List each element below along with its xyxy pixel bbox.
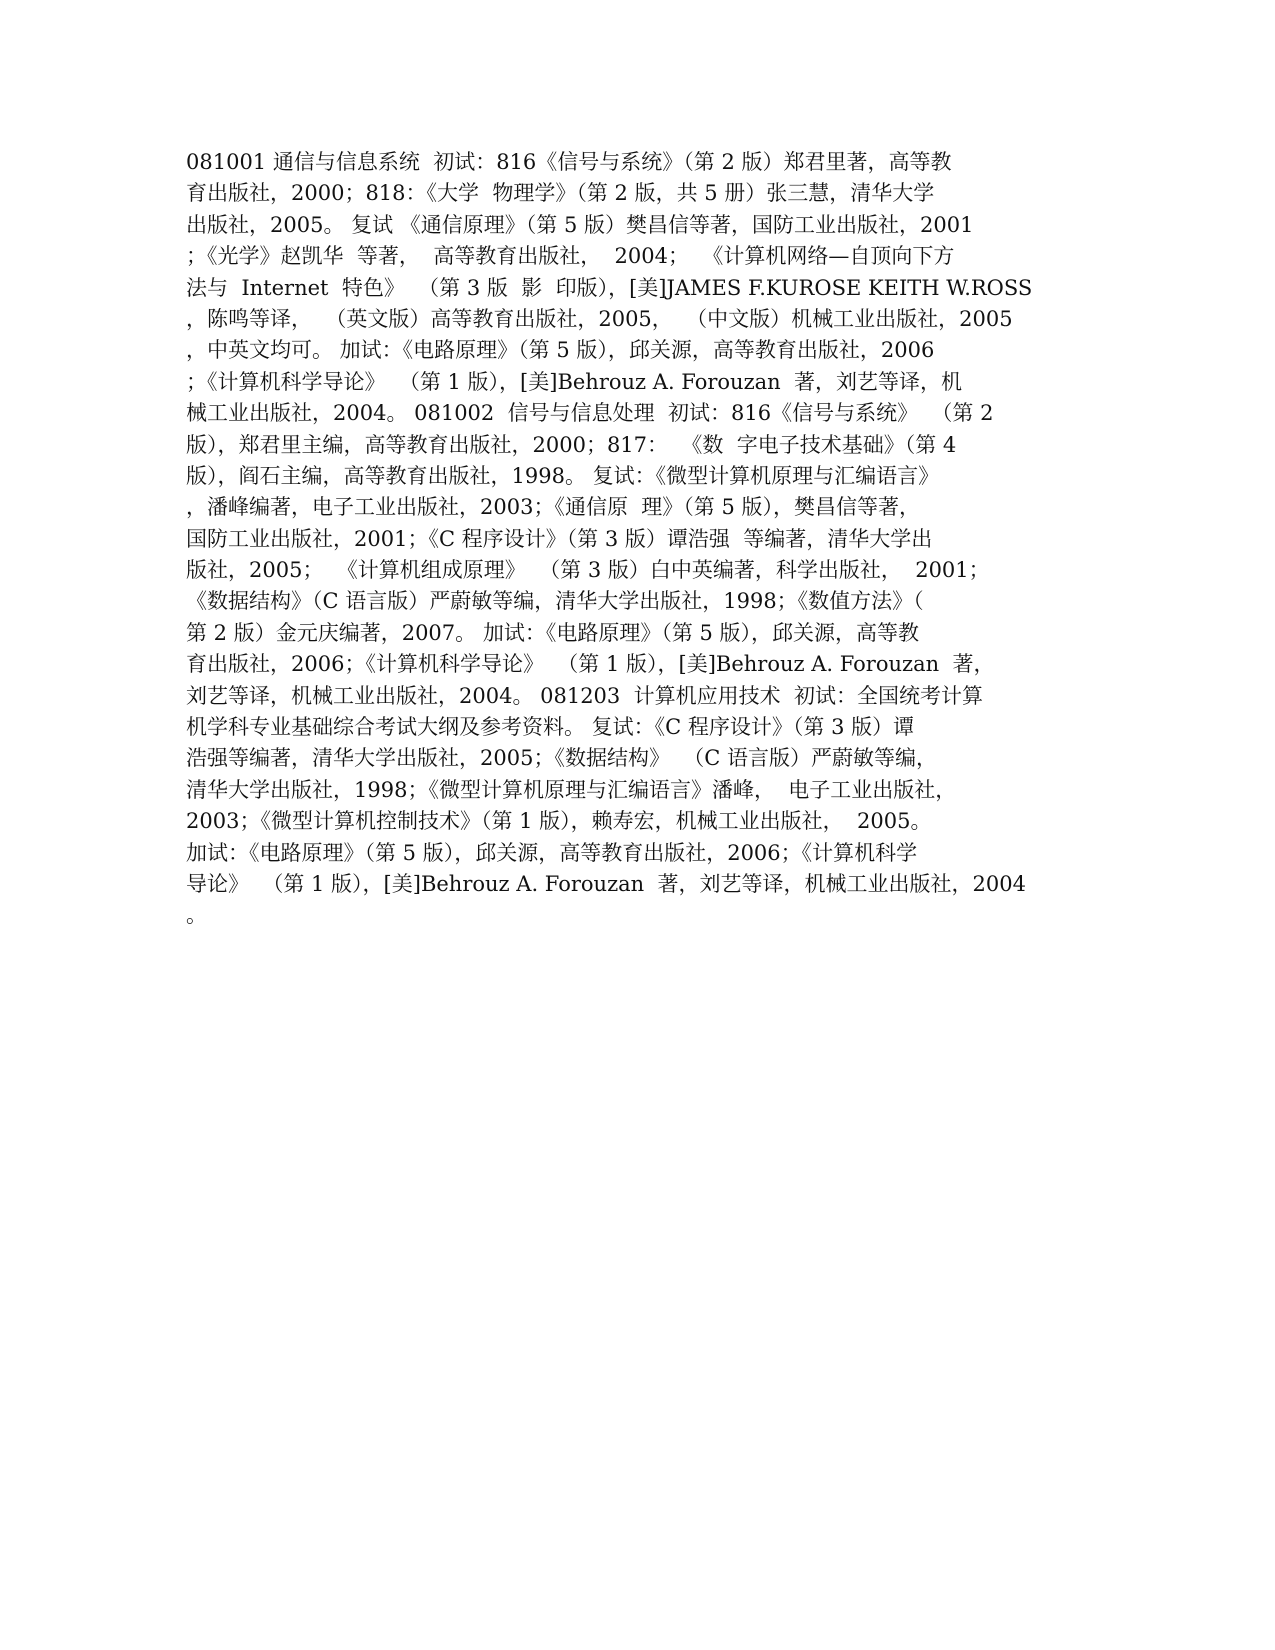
text-line: 清华大学出版社，1998；《微型计算机原理与汇编语言》潘峰， 电子工业出版社， — [186, 777, 957, 802]
text-line: 版社，2005； 《计算机组成原理》 （第 3 版）白中英编著，科学出版社， 2001； — [186, 558, 990, 583]
text-line: 刘艺等译，机械工业出版社，2004。 081203 计算机应用技术 初试：全国统考计算 — [186, 683, 983, 708]
text-line: 。 — [186, 903, 207, 928]
text-line: 育出版社，2006；《计算机科学导论》 （第 1 版），[美]Behrouz A. Forouzan 著， — [186, 652, 995, 677]
text-line: ，陈鸣等译， （英文版）高等教育出版社，2005， （中文版）机械工业出版社，2005 — [186, 306, 1013, 331]
text-line: 法与 Internet 特色》 （第 3 版 影 印版），[美]JAMES F.KUROSE KEITH W.ROSS — [186, 275, 1033, 300]
text-line: ；《计算机科学导论》 （第 1 版），[美]Behrouz A. Forouzan 著，刘艺等译，机 — [186, 369, 963, 394]
text-line: ，中英文均可。 加试：《电路原理》（第 5 版），邱关源，高等教育出版社，2006 — [186, 338, 935, 363]
text-line: ，潘峰编著，电子工业出版社，2003；《通信原 理》（第 5 版），樊昌信等著， — [186, 495, 921, 520]
text-line: 育出版社，2000；818：《大学 物理学》（第 2 版，共 5 册）张三慧，清华大学 — [186, 181, 935, 206]
body-text — [186, 147, 1116, 932]
text-line: ；《光学》赵凯华 等著， 高等教育出版社， 2004； 《计算机网络—自顶向下方 — [186, 244, 955, 269]
text-line: 版），郑君里主编，高等教育出版社，2000；817： 《数 字电子技术基础》（第 4 — [186, 432, 957, 457]
text-line: 出版社，2005。 复试 《通信原理》（第 5 版）樊昌信等著，国防工业出版社，2001 — [186, 212, 974, 237]
text-line: 浩强等编著，清华大学出版社，2005；《数据结构》 （C 语言版）严蔚敏等编， — [186, 746, 938, 771]
text-line: 《数据结构》（C 语言版）严蔚敏等编，清华大学出版社，1998；《数值方法》（ — [186, 589, 924, 614]
text-line: 械工业出版社，2004。 081002 信号与信息处理 初试：816《信号与系统》 （第 2 — [186, 401, 994, 426]
text-line: 机学科专业基础综合考试大纲及参考资料。 复试：《C 程序设计》（第 3 版）谭 — [186, 715, 915, 740]
text-line: 2003；《微型计算机控制技术》（第 1 版），赖寿宏，机械工业出版社， 2005。 — [186, 809, 932, 834]
text-line: 导论》 （第 1 版），[美]Behrouz A. Forouzan 著，刘艺等译，机械工业出版社，2004 — [186, 871, 1026, 896]
text-line: 版），阎石主编，高等教育出版社，1998。 复试：《微型计算机原理与汇编语言》 — [186, 463, 940, 488]
text-line: 加试：《电路原理》（第 5 版），邱关源，高等教育出版社，2006；《计算机科学 — [186, 840, 918, 865]
text-line: 国防工业出版社，2001；《C 程序设计》（第 3 版）谭浩强 等编著，清华大学出 — [186, 526, 933, 551]
text-line: 第 2 版）金元庆编著，2007。 加试：《电路原理》（第 5 版），邱关源，高等教 — [186, 620, 920, 645]
text-line: 081001 通信与信息系统 初试：816《信号与系统》（第 2 版）郑君里著，高等教 — [186, 150, 952, 174]
